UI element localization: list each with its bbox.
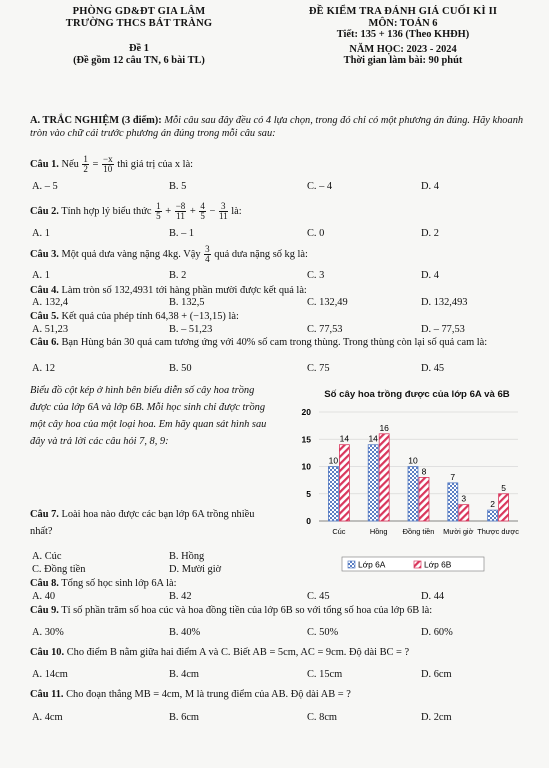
- denominator: 11: [176, 211, 185, 221]
- option-b[interactable]: B. 2: [169, 270, 187, 281]
- option-d[interactable]: D. 2cm: [421, 712, 452, 723]
- flower-bar-chart: [286, 389, 548, 574]
- question-5: [30, 311, 539, 323]
- question-text: Cho đoạn thẳng MB = 4cm, M là trung điểm của AB. Độ dài AB = ?: [66, 689, 351, 700]
- period: Tiết: 135 + 136 (Theo KHĐH): [336, 29, 470, 40]
- question-label: Câu 3.: [30, 248, 59, 260]
- option-b[interactable]: B. 42: [169, 591, 192, 602]
- x-tick-label: Cúc: [332, 527, 346, 536]
- bar-6b: [499, 494, 509, 521]
- option-c[interactable]: C. 8cm: [307, 712, 338, 723]
- denominator: 10: [103, 164, 113, 174]
- bar-6b: [379, 434, 389, 521]
- option-d[interactable]: D. 45: [421, 363, 445, 374]
- question-4: [30, 285, 539, 297]
- legend-swatch-6a: [348, 561, 355, 568]
- operator: +: [165, 205, 172, 217]
- question-label: Câu 9.: [30, 605, 59, 616]
- question-10: [30, 647, 539, 659]
- x-tick-label: Đồng tiền: [402, 527, 435, 536]
- question-1: [30, 155, 539, 174]
- legend-label-6b: Lớp 6B: [424, 559, 452, 570]
- fraction: [219, 202, 228, 221]
- option-c[interactable]: C. 0: [307, 228, 325, 239]
- x-tick-label: Thược dược: [477, 527, 519, 536]
- x-tick-label: Hồng: [369, 527, 388, 536]
- question-1-options: [32, 181, 532, 193]
- option-c[interactable]: C. 132,49: [307, 297, 348, 308]
- data-label-6a: 7: [450, 471, 456, 482]
- bar-6a: [368, 445, 378, 521]
- numerator: 4: [200, 201, 205, 211]
- option-b[interactable]: B. 6cm: [169, 712, 200, 723]
- numerator: −x: [103, 154, 113, 164]
- option-d[interactable]: D. 4: [421, 181, 439, 192]
- question-5-options: [32, 324, 532, 336]
- option-c[interactable]: C. 50%: [307, 627, 339, 638]
- numerator: 3: [219, 202, 228, 212]
- option-b[interactable]: B. 132,5: [169, 297, 205, 308]
- option-d[interactable]: D. 60%: [421, 627, 453, 638]
- question-label: Câu 7.: [30, 509, 59, 520]
- y-tick-label: 20: [301, 407, 311, 417]
- fraction: [199, 202, 206, 221]
- question-7-options-row2: [32, 564, 272, 576]
- option-a[interactable]: A. 12: [32, 363, 56, 374]
- fraction: [155, 202, 162, 221]
- data-label-6b: 14: [339, 433, 350, 444]
- exam-title: ĐỀ KIỂM TRA ĐÁNH GIÁ CUỐI KÌ II: [308, 6, 498, 17]
- question-text: là:: [231, 205, 242, 217]
- bar-6a: [408, 467, 418, 522]
- data-label-6b: 16: [379, 422, 389, 433]
- numerator: 1: [156, 201, 161, 211]
- option-c[interactable]: C. 77,53: [307, 324, 343, 335]
- bar-6a: [488, 510, 498, 521]
- option-c[interactable]: C. 15cm: [307, 669, 343, 680]
- operator: +: [189, 205, 196, 217]
- question-text: Làm tròn số 132,4931 tới hàng phần mười được kết quả là:: [61, 285, 307, 296]
- option-b[interactable]: B. – 1: [169, 228, 195, 239]
- question-3-options: [32, 270, 532, 282]
- chart-intro: Biểu đồ cột kép ở hình bên biểu diễn số cây hoa trồng được của lớp 6A và lớp 6B. Mỗi học sinh chỉ được trồng một cây hoa của một loại hoa. Em hãy quan sát hình sau đây và trả lời các câu hỏi 7, 8, 9:: [30, 385, 267, 447]
- section-a-instruction: Mỗi câu sau đây đều có 4 lựa chọn, trong đó chỉ có một phương án đúng. Hãy khoanh tròn vào chữ cái trước phương án đúng trong mỗi câu sau:: [30, 115, 524, 139]
- data-label-6a: 14: [368, 433, 378, 444]
- fraction: [102, 155, 114, 174]
- numerator: 1: [83, 154, 88, 164]
- option-d[interactable]: D. 2: [421, 228, 439, 239]
- denominator: 5: [156, 211, 161, 221]
- question-9-options: [32, 627, 532, 639]
- y-tick-label: 0: [306, 516, 311, 526]
- header-left: [14, 6, 264, 66]
- question-text: quả dưa nặng số kg là:: [214, 248, 308, 260]
- department-name: PHÒNG GD&ĐT GIA LÂM: [72, 6, 206, 17]
- y-tick-label: 10: [301, 461, 311, 472]
- option-b[interactable]: B. Hồng: [169, 551, 205, 562]
- header-right: [262, 6, 544, 67]
- question-text: Kết quả của phép tính 64,38 + (−13,15) là:: [61, 311, 239, 322]
- option-a[interactable]: A. 40: [32, 591, 56, 602]
- question-3: [30, 245, 539, 264]
- question-text: Loài hoa nào được các bạn lớp 6A trồng nhiều nhất?: [30, 509, 255, 537]
- question-label: Câu 10.: [30, 647, 65, 658]
- y-tick-label: 5: [306, 488, 311, 499]
- question-label: Câu 4.: [30, 285, 59, 296]
- option-d[interactable]: D. – 77,53: [421, 324, 465, 335]
- question-6-options: [32, 363, 532, 375]
- option-b[interactable]: B. 50: [169, 363, 192, 374]
- x-tick-label: Mười giờ: [443, 527, 474, 536]
- option-c[interactable]: C. 75: [307, 363, 330, 374]
- bar-6b: [419, 477, 429, 521]
- option-b[interactable]: B. 40%: [169, 627, 201, 638]
- option-d[interactable]: D. 132,493: [421, 297, 468, 308]
- option-a[interactable]: A. 1: [32, 228, 50, 239]
- option-d[interactable]: D. 6cm: [421, 669, 452, 680]
- duration: Thời gian làm bài: 90 phút: [343, 55, 463, 66]
- option-c[interactable]: C. 3: [307, 270, 325, 281]
- question-text: Tỉ số phần trăm số hoa cúc và hoa đồng tiền của lớp 6B so với tổng số hoa của lớp 6B là:: [61, 605, 433, 616]
- option-c[interactable]: C. Đồng tiền: [32, 564, 86, 575]
- fraction: [204, 245, 211, 264]
- option-a[interactable]: A. 51,23: [32, 324, 69, 335]
- denominator: 11: [218, 211, 228, 221]
- section-a-heading: [30, 114, 535, 140]
- question-7: [30, 506, 270, 540]
- data-label-6b: 8: [421, 466, 427, 477]
- numerator: −8: [175, 201, 186, 211]
- option-a[interactable]: A. 1: [32, 270, 50, 281]
- question-text: Cho điểm B nằm giữa hai điểm A và C. Biết AB = 5cm, AC = 9cm. Độ dài BC = ?: [66, 647, 410, 658]
- exam-code: Đề 1: [129, 43, 149, 54]
- operator: −: [209, 205, 216, 217]
- fraction: [82, 155, 89, 174]
- denominator: 5: [200, 211, 205, 221]
- question-text: thì giá trị của x là:: [117, 158, 194, 170]
- fraction: [175, 202, 187, 221]
- question-11: [30, 689, 539, 701]
- exam-structure: (Đề gồm 12 câu TN, 6 bài TL): [73, 54, 205, 66]
- option-b[interactable]: B. 4cm: [169, 669, 200, 680]
- question-8-options: [32, 591, 532, 603]
- question-label: Câu 6.: [30, 337, 59, 348]
- option-a[interactable]: A. 14cm: [32, 669, 68, 680]
- data-label-6b: 5: [501, 482, 506, 493]
- option-a[interactable]: A. 30%: [32, 627, 64, 638]
- option-a[interactable]: A. – 5: [32, 181, 58, 192]
- denominator: 2: [83, 164, 88, 174]
- legend-label-6a: Lớp 6A: [358, 559, 386, 570]
- option-b[interactable]: B. – 51,23: [169, 324, 213, 335]
- option-d[interactable]: D. Mười giờ: [169, 564, 222, 575]
- school-name: TRƯỜNG THCS BÁT TRÀNG: [65, 17, 213, 29]
- question-text: Tính hợp lý biểu thức: [61, 205, 152, 217]
- data-label-6b: 3: [461, 493, 467, 504]
- legend-swatch-6b: [414, 561, 421, 568]
- question-4-options: [32, 297, 532, 309]
- question-text: Tổng số học sinh lớp 6A là:: [61, 578, 177, 589]
- bar-6b: [459, 505, 469, 521]
- bar-6a: [328, 467, 338, 522]
- question-label: Câu 8.: [30, 578, 59, 589]
- question-10-options: [32, 669, 532, 681]
- subject: MÔN: TOÁN 6: [368, 17, 438, 29]
- question-text: Nếu: [61, 158, 79, 170]
- bar-6b: [339, 445, 349, 521]
- question-text: Bạn Hùng bán 30 quả cam tương ứng với 40% số cam trong thùng. Trong thùng còn lại số quả cam là:: [61, 337, 488, 348]
- option-c[interactable]: C. – 4: [307, 181, 333, 192]
- question-label: Câu 5.: [30, 311, 59, 322]
- option-d[interactable]: D. 44: [421, 591, 445, 602]
- question-label: Câu 11.: [30, 689, 64, 700]
- option-d[interactable]: D. 4: [421, 270, 439, 281]
- option-b[interactable]: B. 5: [169, 181, 187, 192]
- data-label-6a: 10: [328, 455, 339, 466]
- option-a[interactable]: A. 4cm: [32, 712, 63, 723]
- option-a[interactable]: A. 132,4: [32, 297, 69, 308]
- y-tick-label: 15: [301, 434, 311, 445]
- chart-canvas: [286, 389, 548, 574]
- numerator: 3: [205, 244, 210, 254]
- question-7-options-row1: [32, 551, 272, 563]
- question-6: [30, 337, 539, 349]
- equals-sign: =: [92, 158, 99, 170]
- question-2: [30, 202, 539, 221]
- data-label-6a: 2: [490, 499, 495, 510]
- chart-title: Số cây hoa trồng được của lớp 6A và 6B: [324, 389, 510, 400]
- question-2-options: [32, 228, 532, 240]
- question-label: Câu 2.: [30, 205, 59, 217]
- question-label: Câu 1.: [30, 158, 59, 170]
- option-c[interactable]: C. 45: [307, 591, 330, 602]
- bar-6a: [448, 483, 458, 521]
- option-a[interactable]: A. Cúc: [32, 551, 62, 562]
- question-11-options: [32, 712, 532, 724]
- section-a-title: A. TRẮC NGHIỆM (3 điểm):: [30, 115, 162, 126]
- question-8: [30, 578, 539, 590]
- school-year: NĂM HỌC: 2023 - 2024: [349, 43, 457, 55]
- question-text: Một quả dưa vàng nặng 4kg. Vậy: [61, 248, 201, 260]
- denominator: 4: [205, 254, 210, 264]
- question-9: [30, 605, 539, 617]
- data-label-6a: 10: [408, 455, 418, 466]
